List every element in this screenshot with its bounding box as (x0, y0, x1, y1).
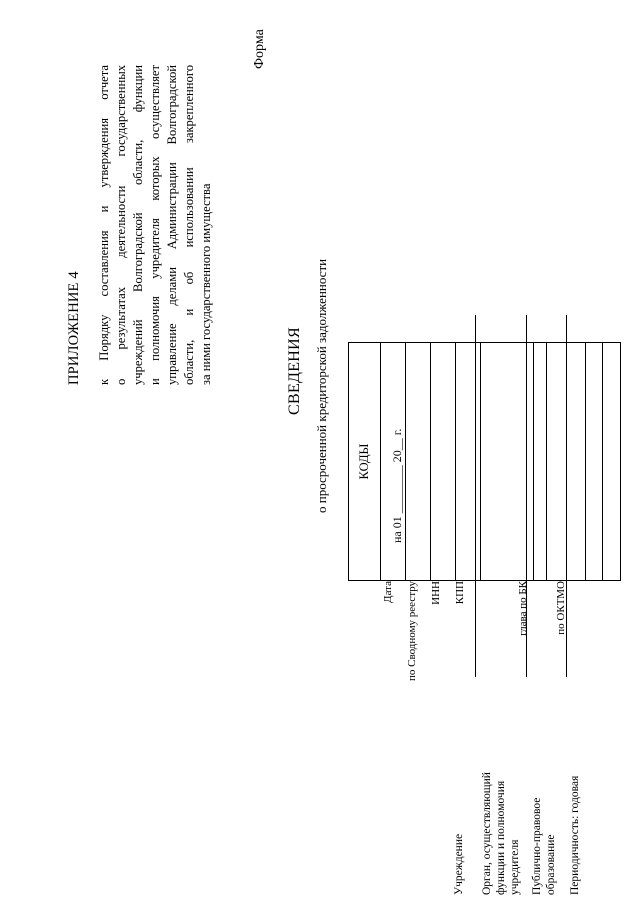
field-public-line: образование (545, 834, 557, 895)
founder-fill-line[interactable] (526, 315, 527, 677)
code-cell-oktmo[interactable] (586, 343, 603, 581)
preamble-line: к Порядку составления и утверждения отчета (97, 65, 111, 385)
preamble-text (96, 65, 215, 385)
field-periodicity: Периодичность: годовая (569, 775, 581, 895)
preamble-line: учреждений Волгоградской области, функции (131, 65, 145, 385)
label-kpp: КПП (454, 581, 466, 605)
field-founder-line: Орган, осуществляющий (481, 772, 493, 895)
document-subtitle: о просроченной кредиторской задолженности (314, 258, 329, 513)
label-oktmo: по ОКТМО (555, 581, 567, 635)
field-founder-line: учредителя (509, 839, 521, 895)
label-bk: глава по БК (517, 581, 529, 636)
institution-fill-line[interactable] (475, 315, 476, 677)
preamble-line: управление делами Администрации Волгоградской (165, 65, 179, 385)
public-entity-fill-line[interactable] (566, 315, 567, 677)
code-cell-bk[interactable] (534, 343, 547, 581)
code-cell-inn[interactable] (431, 343, 456, 581)
field-institution: Учреждение (453, 833, 465, 895)
label-inn: ИНН (430, 581, 442, 605)
field-public-line: Публично-правовое (531, 797, 543, 895)
label-date: Дата (382, 581, 394, 603)
codes-table (348, 342, 621, 581)
preamble-line: и полномочия учредителя которых осуществляет (148, 65, 162, 385)
code-cell-date[interactable] (381, 343, 406, 581)
preamble-line: за ними государственного имущества (199, 183, 213, 385)
label-registry: по Сводному реестру (406, 581, 418, 681)
code-cell-registry[interactable] (406, 343, 431, 581)
form-label: Форма (252, 29, 267, 69)
field-founder-line: функции и полномочия (495, 780, 507, 895)
report-date-line: на 01 ________ 20__ г. (390, 428, 404, 543)
preamble-line: о результатах деятельности государственных (114, 65, 128, 385)
appendix-title: ПРИЛОЖЕНИЕ 4 (66, 271, 82, 385)
codes-header: КОДЫ (349, 343, 381, 581)
document-title: СВЕДЕНИЯ (286, 327, 303, 415)
code-cell-kpp[interactable] (456, 343, 481, 581)
preamble-line: области, и об использовании закрепленного (182, 65, 196, 385)
code-cell-periodicity[interactable] (603, 343, 621, 581)
